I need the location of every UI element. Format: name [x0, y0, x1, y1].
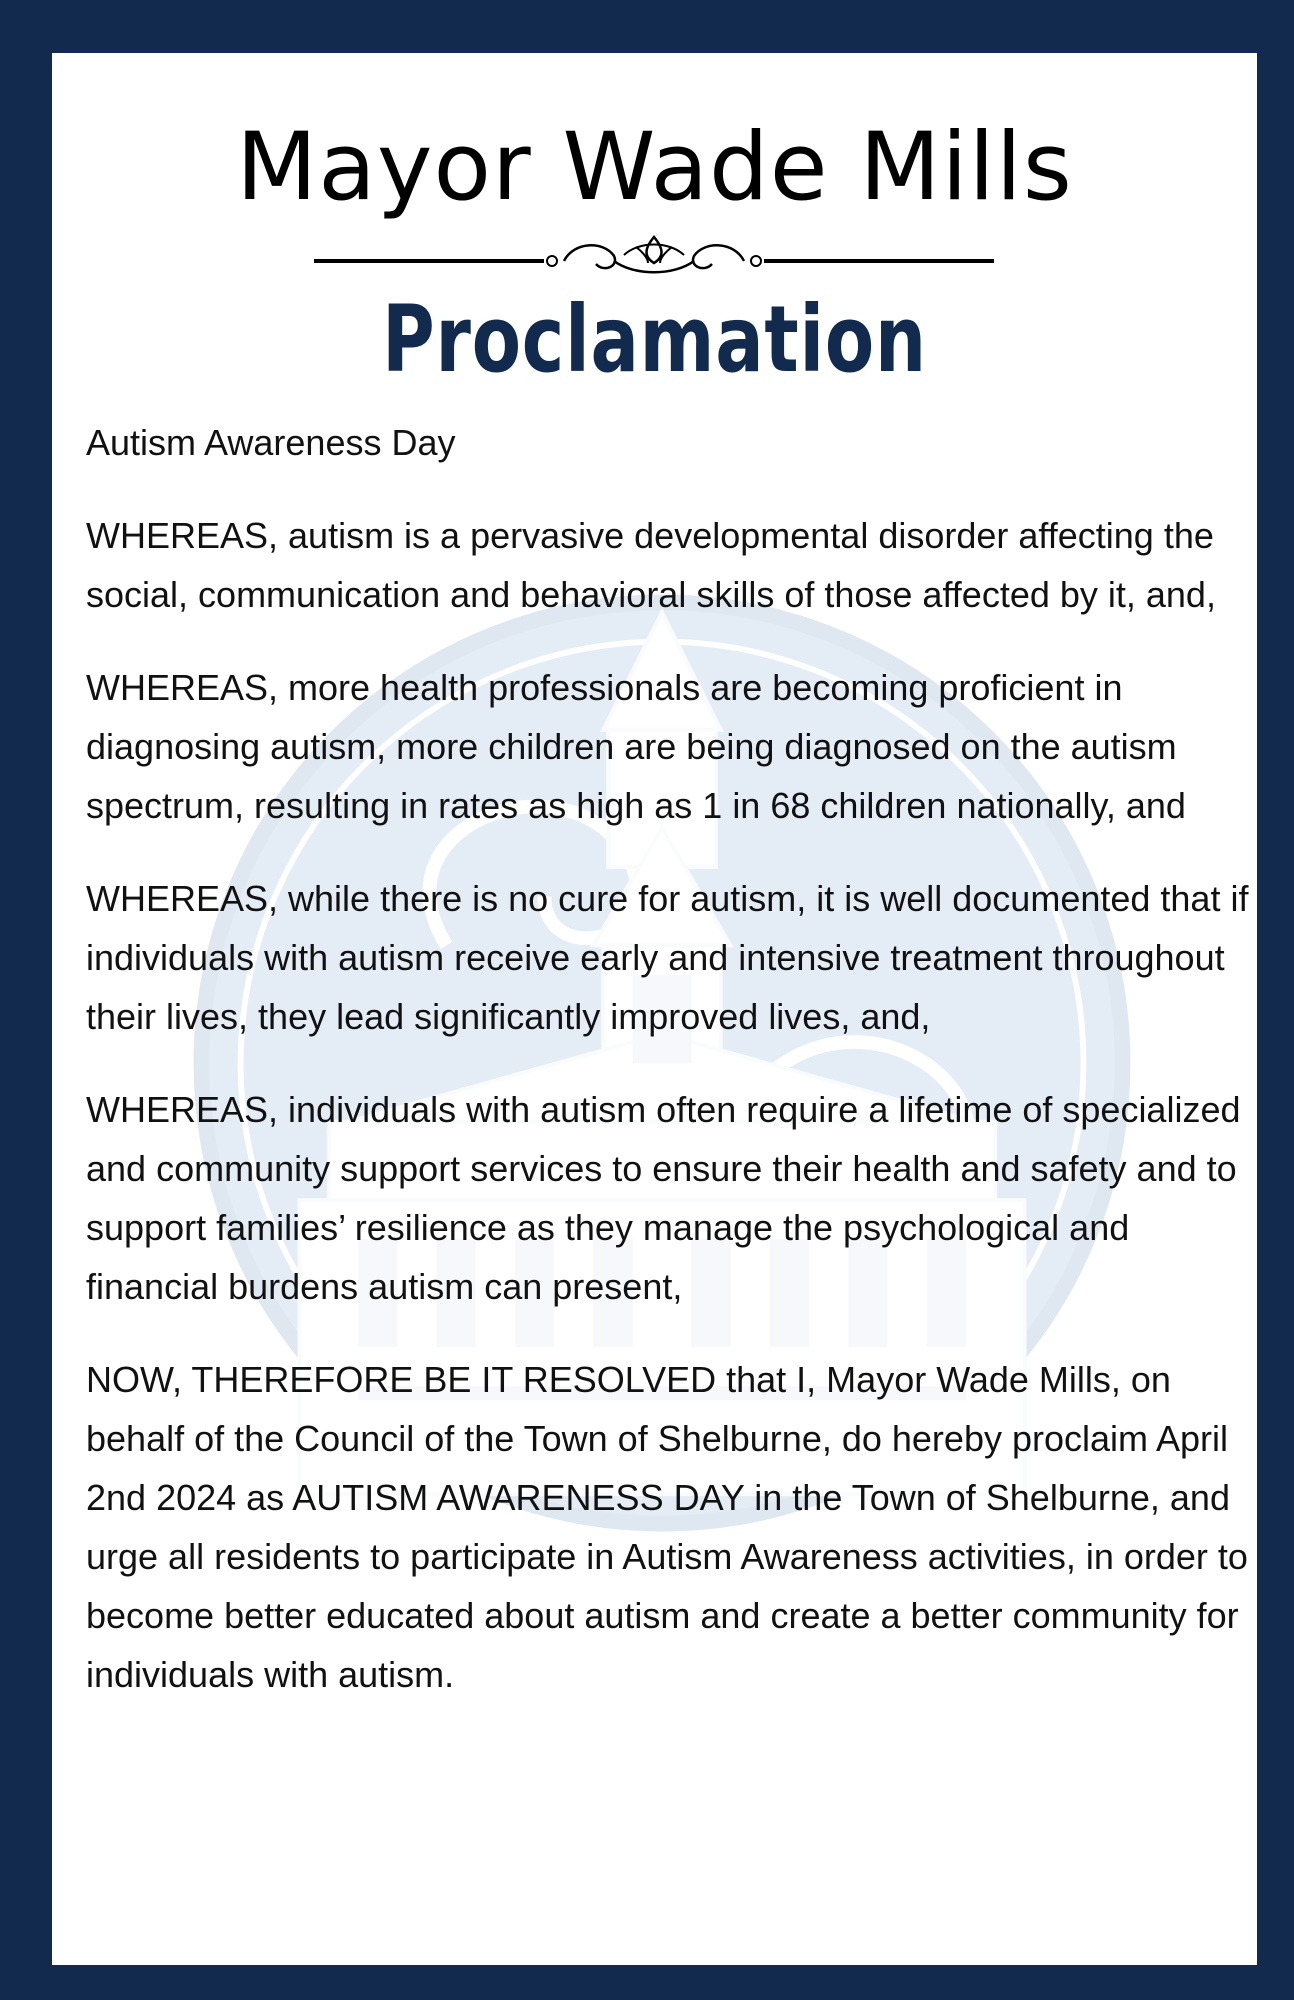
- whereas-paragraph-3: WHEREAS, while there is no cure for autism, it is well documented that if individuals with autism receive early and intensive treatment throughout their lives, they lead significantly improved lives, and,: [86, 878, 1249, 1037]
- page-title: Mayor Wade Mills: [236, 113, 1073, 222]
- whereas-paragraph-4: WHEREAS, individuals with autism often require a lifetime of specialized and community support services to ensure their health and safety and to support families’ resilience as they manage the psychological and financial burdens autism can present,: [86, 1089, 1241, 1307]
- proclamation-page: [52, 53, 1257, 1965]
- proclamation-heading: Autism Awareness Day: [86, 422, 456, 463]
- page-subtitle: Proclamation: [382, 286, 927, 393]
- flourish-divider-icon: [314, 231, 994, 291]
- whereas-paragraph-2: WHEREAS, more health professionals are becoming proficient in diagnosing autism, more children are being diagnosed on the autism spectrum, resulting in rates as high as 1 in 68 children nationally, and: [86, 667, 1186, 826]
- whereas-paragraph-1: WHEREAS, autism is a pervasive developmental disorder affecting the social, communication and behavioral skills of those affected by it, and,: [86, 515, 1216, 615]
- resolution-paragraph: NOW, THEREFORE BE IT RESOLVED that I, Mayor Wade Mills, on behalf of the Council of the Town of Shelburne, do hereby proclaim April 2nd 2024 as AUTISM AWARENESS DAY in the Town of Shelburne, and urge all residents to participate in Autism Awareness activities, in order to become better educated about autism and create a better community for individuals with autism.: [86, 1359, 1248, 1695]
- proclamation-body: [86, 413, 1257, 1738]
